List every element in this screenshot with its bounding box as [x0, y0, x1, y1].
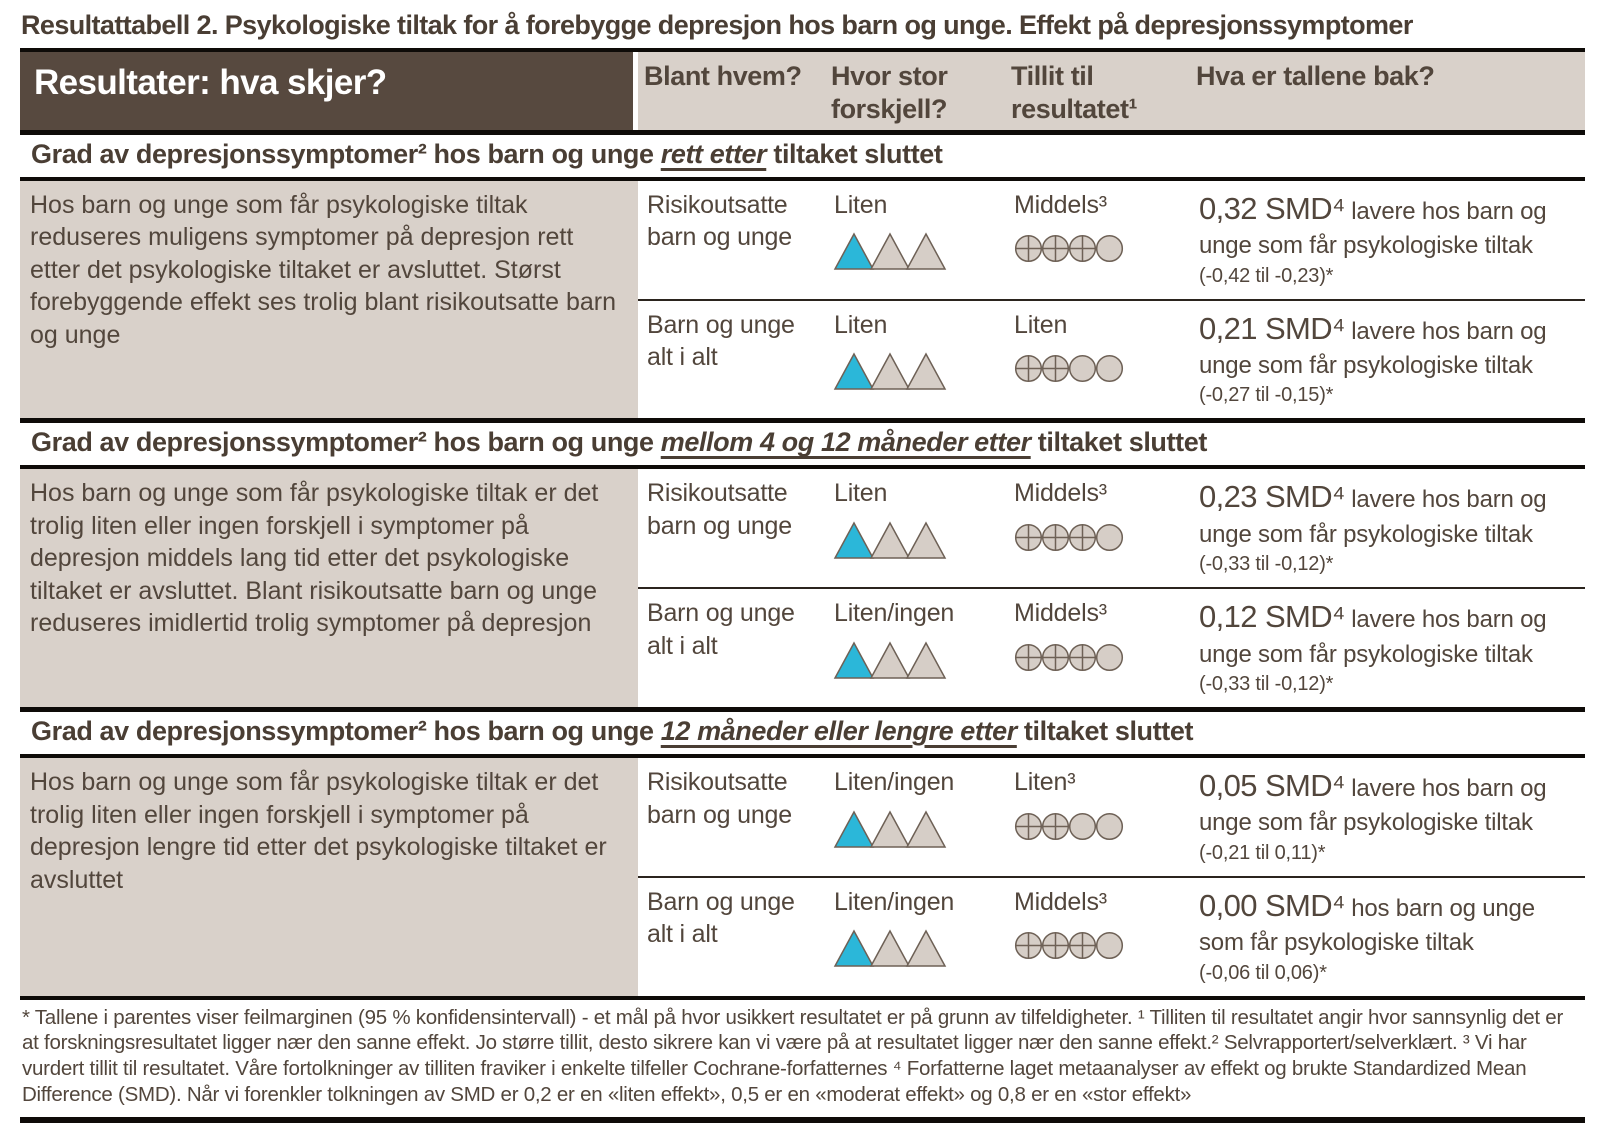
result-summary-cell: Hos barn og unge som får psykologiske tiltak reduseres muligens symptomer på depresjon rett etter det psykologiske tiltaket er avsluttet. Størst forebyggende effekt ses trolig blant risikoutsatte barn og unge	[20, 181, 638, 419]
difference-cell	[825, 758, 1005, 876]
difference-label: Liten	[834, 479, 888, 508]
section-heading-rett-etter	[20, 130, 1585, 181]
difference-cell	[825, 469, 1005, 587]
confidence-circles-icon	[1014, 931, 1184, 961]
difference-label: Liten/ingen	[834, 768, 955, 797]
confidence-cell	[1005, 876, 1190, 996]
difference-cell	[825, 587, 1005, 707]
effect-size-triangles-icon	[834, 232, 999, 272]
confidence-interval: (-0,21 til 0,11)*	[1199, 841, 1326, 864]
footnote: * Tallene i parentes viser feilmarginen (95 % konfidensintervall) - et mål på hvor usikkert resultatet er på grunn av tilfeldigheter. ¹ Tilliten til resultatet angir hvor sannsynlig det er at forskningsresultatet ligger nær den sanne effekt. Jo større tillit, desto sikrere kan vi være på at resultatet ligger nær den sanne effekt.² Selvrapportert/selverklært. ³ Vi har vurdert tillit til resultatet. Våre fortolkninger av tilliten fraviker i enkelte tilfeller Cochrane-forfatternes ⁴ Forfatterne laget metaanalyser av effekt og brukte Standardized Mean Difference (SMD). Når vi forenkler tolkningen av SMD er 0,2 er en «liten effekt», 0,5 er en «moderat effekt» og 0,8 er en «stor effekt»	[20, 996, 1585, 1117]
confidence-circles-icon	[1014, 812, 1184, 842]
confidence-cell	[1005, 299, 1190, 419]
numbers-cell	[1190, 299, 1585, 419]
column-header-results: Resultater: hva skjer?	[20, 52, 638, 130]
table-header-row	[20, 48, 1585, 130]
section-heading-12-maneder-eller-lengre	[20, 707, 1585, 758]
who-cell: Risikoutsatte barn og unge	[638, 758, 825, 876]
effect-estimate: 0,32 SMD⁴	[1199, 190, 1345, 226]
confidence-label: Liten	[1014, 310, 1068, 339]
effect-description: lavere hos barn og unge som får psykologiske tiltak	[1199, 606, 1547, 668]
section-heading-emphasis: 12 måneder eller lengre etter	[660, 716, 1017, 747]
confidence-cell	[1005, 181, 1190, 299]
confidence-circles-icon	[1014, 234, 1184, 264]
confidence-label: Liten³	[1014, 768, 1076, 797]
section-heading-tail: tiltaket sluttet	[1030, 427, 1207, 458]
section-heading-main: Grad av depresjonssymptomer² hos barn og unge	[31, 716, 661, 747]
effect-estimate: 0,21 SMD⁴	[1199, 310, 1345, 346]
difference-label: Liten	[834, 310, 888, 339]
confidence-interval: (-0,27 til -0,15)*	[1199, 384, 1334, 407]
result-summary-cell: Hos barn og unge som får psykologiske tiltak er det trolig liten eller ingen forskjell i symptomer på depresjon middels lang tid etter det psykologiske tiltaket er avsluttet. Blant risikoutsatte barn og unge reduseres imidlertid trolig symptomer på depresjon	[20, 469, 638, 707]
who-cell: Barn og unge alt i alt	[638, 876, 825, 996]
numbers-cell	[1190, 876, 1585, 996]
effect-description: lavere hos barn og unge som får psykologiske tiltak	[1199, 775, 1547, 837]
column-header-confidence: Tillit til resultatet¹	[1005, 52, 1190, 130]
section-heading-tail: tiltaket sluttet	[1016, 716, 1194, 747]
numbers-cell	[1190, 587, 1585, 707]
numbers-cell	[1190, 181, 1585, 299]
effect-estimate: 0,05 SMD⁴	[1199, 768, 1345, 804]
effect-estimate: 0,00 SMD⁴	[1199, 887, 1345, 923]
confidence-label: Middels³	[1014, 599, 1107, 628]
who-cell: Barn og unge alt i alt	[638, 587, 825, 707]
numbers-cell	[1190, 758, 1585, 876]
difference-label: Liten/ingen	[834, 599, 955, 628]
section-heading-emphasis: mellom 4 og 12 måneder etter	[660, 427, 1031, 458]
result-summary-cell: Hos barn og unge som får psykologiske tiltak er det trolig liten eller ingen forskjell i symptomer på depresjon lengre tid etter det psykologiske tiltaket er avsluttet	[20, 758, 638, 996]
section-heading-4-12-maneder	[20, 418, 1585, 469]
effect-description: lavere hos barn og unge som får psykologiske tiltak	[1199, 197, 1547, 260]
confidence-label: Middels³	[1014, 190, 1107, 219]
difference-cell	[825, 181, 1005, 299]
effect-size-triangles-icon	[834, 641, 999, 681]
section-heading-emphasis: rett etter	[660, 138, 767, 169]
confidence-label: Middels³	[1014, 479, 1107, 508]
section-2-grid	[20, 469, 1585, 707]
confidence-circles-icon	[1014, 643, 1184, 673]
confidence-interval: (-0,33 til -0,12)*	[1199, 553, 1334, 576]
difference-cell	[825, 299, 1005, 419]
who-cell: Barn og unge alt i alt	[638, 299, 825, 419]
confidence-cell	[1005, 469, 1190, 587]
effect-estimate: 0,23 SMD⁴	[1199, 479, 1345, 515]
difference-label: Liten	[834, 190, 888, 219]
confidence-label: Middels³	[1014, 887, 1107, 916]
confidence-circles-icon	[1014, 354, 1184, 384]
confidence-cell	[1005, 587, 1190, 707]
difference-label: Liten/ingen	[834, 887, 955, 916]
effect-size-triangles-icon	[834, 352, 999, 392]
section-heading-tail: tiltaket sluttet	[766, 138, 943, 169]
results-table	[20, 48, 1585, 1123]
effect-size-triangles-icon	[834, 521, 999, 561]
effect-size-triangles-icon	[834, 810, 999, 850]
effect-description: hos barn og unge som får psykologiske tiltak	[1199, 894, 1535, 957]
effect-description: lavere hos barn og unge som får psykologiske tiltak	[1199, 486, 1547, 548]
confidence-interval: (-0,06 til 0,06)*	[1199, 961, 1327, 984]
column-header-difference: Hvor stor forskjell?	[825, 52, 1005, 130]
confidence-circles-icon	[1014, 523, 1184, 553]
column-header-numbers: Hva er tallene bak?	[1190, 52, 1585, 130]
page-title: Resultattabell 2. Psykologiske tiltak for å forebygge depresjon hos barn og unge. Effekt på depresjonssymptomer	[21, 10, 1413, 40]
numbers-cell	[1190, 469, 1585, 587]
difference-cell	[825, 876, 1005, 996]
confidence-interval: (-0,42 til -0,23)*	[1199, 264, 1334, 287]
who-cell: Risikoutsatte barn og unge	[638, 469, 825, 587]
effect-description: lavere hos barn og unge som får psykologiske tiltak	[1199, 317, 1547, 379]
section-3-grid	[20, 758, 1585, 996]
section-1-grid	[20, 181, 1585, 419]
confidence-cell	[1005, 758, 1190, 876]
confidence-interval: (-0,33 til -0,12)*	[1199, 673, 1334, 696]
who-cell: Risikoutsatte barn og unge	[638, 181, 825, 299]
section-heading-main: Grad av depresjonssymptomer² hos barn og unge	[31, 138, 661, 169]
section-heading-main: Grad av depresjonssymptomer² hos barn og unge	[31, 427, 661, 458]
effect-estimate: 0,12 SMD⁴	[1199, 599, 1345, 635]
effect-size-triangles-icon	[834, 929, 999, 969]
column-header-who: Blant hvem?	[638, 52, 825, 130]
